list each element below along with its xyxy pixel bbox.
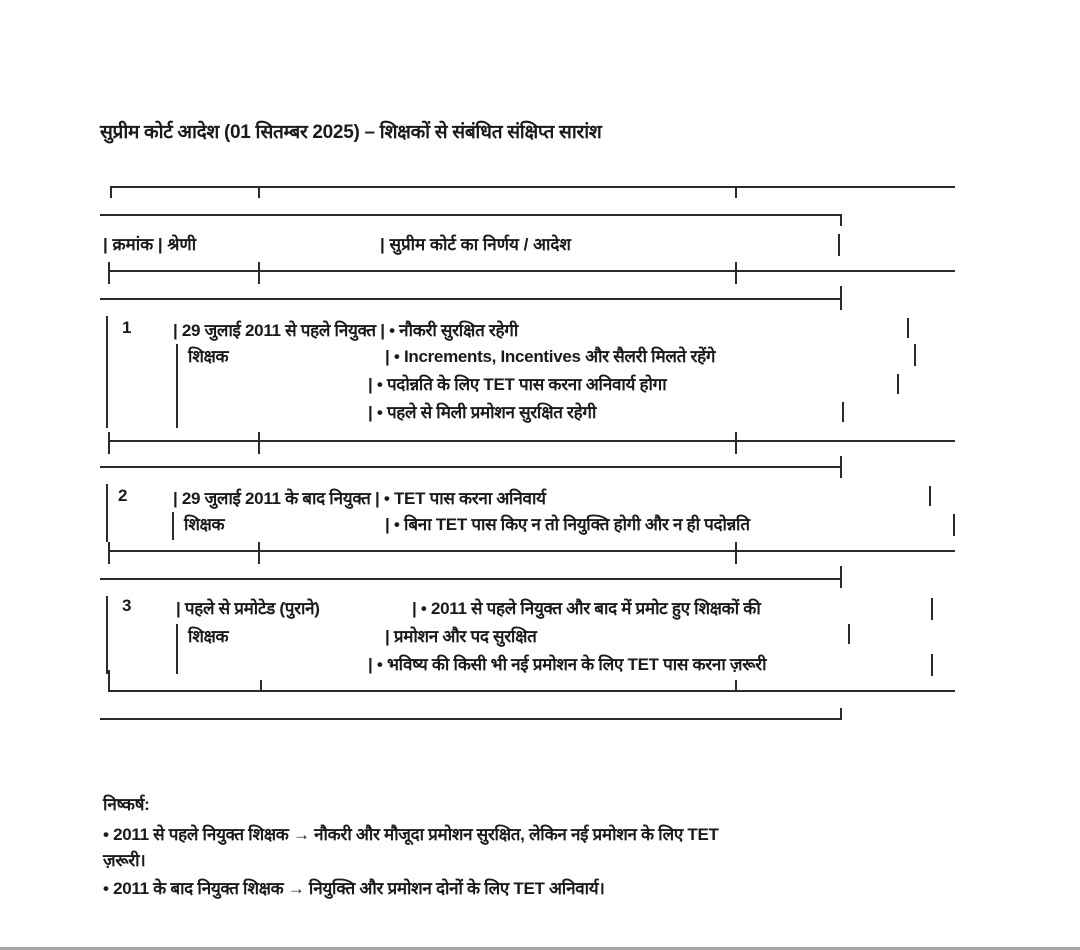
table-border [100, 298, 842, 300]
table-border [914, 344, 916, 366]
table-border [108, 270, 955, 272]
conclusion-heading: निष्कर्ष: [103, 795, 150, 814]
table-border [735, 542, 737, 564]
table-border [258, 432, 260, 454]
document-title: सुप्रीम कोर्ट आदेश (01 सितम्बर 2025) – शिक्षकों से संबंधित संक्षिप्त सारांश [100, 122, 602, 143]
table-border [840, 286, 842, 310]
row-decision-point: | • पदोन्नति के लिए TET पास करना अनिवार्य होगा [368, 375, 667, 394]
row-category-line: शिक्षक [188, 627, 229, 646]
table-border [735, 432, 737, 454]
table-border [838, 234, 840, 256]
table-border [108, 262, 110, 284]
row-serial: 3 [122, 596, 132, 615]
table-border [110, 186, 955, 188]
table-border [108, 550, 955, 552]
table-border [260, 680, 262, 690]
table-border [100, 718, 842, 720]
conclusion-point-continued: ज़रूरी। [103, 851, 146, 870]
table-border [258, 542, 260, 564]
table-border [106, 596, 108, 674]
conclusion-point: • 2011 से पहले नियुक्त शिक्षक → नौकरी और मौजूदा प्रमोशन सुरक्षित, लेकिन नई प्रमोशन के लिए TET [103, 825, 719, 844]
row-decision-point: | • भविष्य की किसी भी नई प्रमोशन के लिए TET पास करना ज़रूरी [368, 655, 767, 674]
row-category-line: | 29 जुलाई 2011 के बाद नियुक्त | • TET पास करना अनिवार्य [173, 489, 546, 508]
table-border [176, 344, 178, 428]
table-border [735, 186, 737, 198]
table-border [108, 440, 955, 442]
table-border [735, 680, 737, 690]
row-decision-point: | • पहले से मिली प्रमोशन सुरक्षित रहेगी [368, 403, 597, 422]
table-border [258, 186, 260, 198]
row-category-line: शिक्षक [184, 515, 225, 534]
table-border [897, 374, 899, 394]
row-serial: 2 [118, 486, 128, 505]
table-border [106, 484, 108, 542]
conclusion-point: • 2011 के बाद नियुक्त शिक्षक → नियुक्ति और प्रमोशन दोनों के लिए TET अनिवार्य। [103, 879, 605, 898]
row-category-line: | 29 जुलाई 2011 से पहले नियुक्त | • नौकरी सुरक्षित रहेगी [173, 321, 518, 340]
row-decision-point: | • Increments, Incentives और सैलरी मिलते रहेंगे [385, 347, 716, 366]
row-decision-point: | • 2011 से पहले नियुक्त और बाद में प्रमोट हुए शिक्षकों की [412, 599, 761, 618]
table-border [100, 466, 842, 468]
table-border [108, 670, 110, 692]
table-border [931, 598, 933, 620]
table-border [842, 402, 844, 422]
header-serial-category: | क्रमांक | श्रेणी [103, 235, 197, 254]
table-border [108, 542, 110, 564]
table-border [108, 690, 955, 692]
table-border [100, 214, 842, 216]
table-border [929, 486, 931, 506]
table-border [735, 262, 737, 284]
table-border [258, 262, 260, 284]
row-serial: 1 [122, 318, 132, 337]
table-border [840, 708, 842, 720]
row-category-line: | पहले से प्रमोटेड (पुराने) [176, 599, 320, 618]
table-border [953, 514, 955, 536]
table-border [931, 654, 933, 676]
table-border [100, 578, 842, 580]
header-decision: | सुप्रीम कोर्ट का निर्णय / आदेश [380, 235, 571, 254]
table-border [848, 624, 850, 644]
row-decision-point: | प्रमोशन और पद सुरक्षित [385, 627, 537, 646]
table-border [176, 624, 178, 674]
table-border [110, 186, 112, 198]
row-decision-point: | • बिना TET पास किए न तो नियुक्ति होगी और न ही पदोन्नति [385, 515, 750, 534]
table-border [108, 432, 110, 454]
table-border [840, 214, 842, 226]
table-border [840, 566, 842, 588]
table-border [907, 318, 909, 338]
table-border [172, 512, 174, 540]
table-border [106, 316, 108, 428]
row-category-line: शिक्षक [188, 347, 229, 366]
table-border [840, 456, 842, 478]
